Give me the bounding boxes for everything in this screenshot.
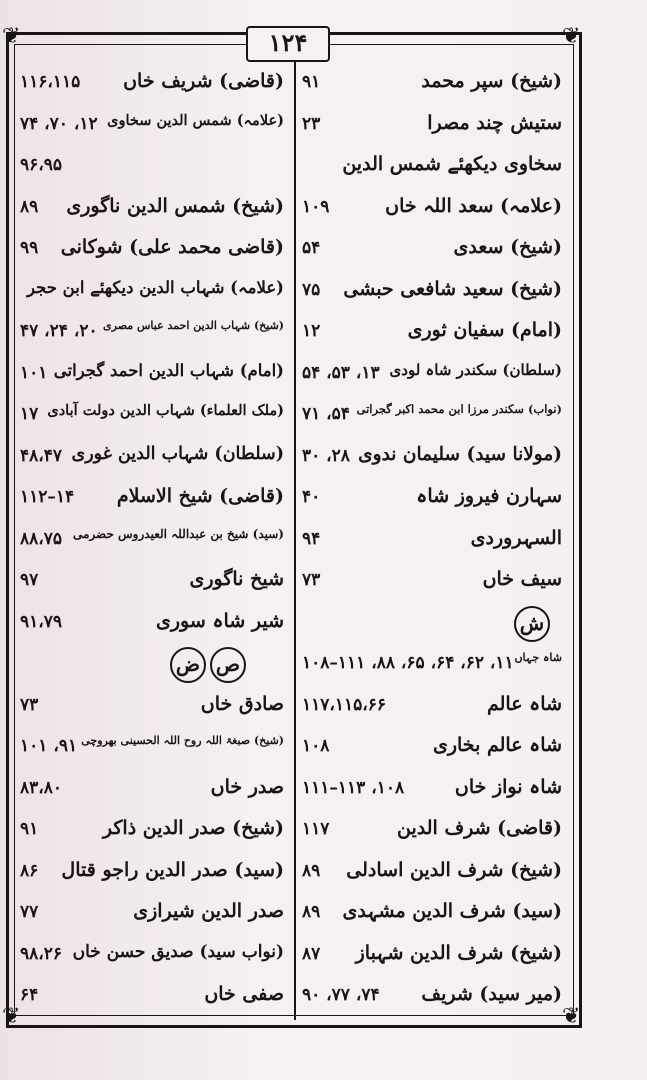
- entry-pages: ۹۱، ۱۰۱: [20, 736, 78, 756]
- entry-name: (میر سید) شریف: [421, 983, 562, 1005]
- index-entry: [300, 147, 568, 187]
- entry-name: (علامہ) سعد اللہ خاں: [385, 194, 562, 217]
- entry-pages: ۹۹: [20, 238, 39, 258]
- entry-pages: ۷۷: [20, 902, 39, 922]
- entry-name: (شیخ) صبغۃ اللہ روح اللہ الحسینی بھروچی: [81, 734, 284, 747]
- entry-name: شاہ عالم بخاری: [432, 734, 562, 756]
- entry-name: سہارن فیروز شاہ: [416, 485, 562, 507]
- entry-name: شاہ نواز خاں: [454, 775, 562, 798]
- index-entry: [300, 811, 568, 851]
- entry-pages: ۲۸، ۳۰: [302, 445, 350, 466]
- page-number: ۱۲۴: [246, 26, 330, 62]
- index-entry: [300, 853, 568, 893]
- entry-pages: ۹۴: [302, 528, 321, 549]
- index-entry: [300, 230, 568, 270]
- entry-name: صفی خاں: [204, 983, 284, 1005]
- entry-name: (سلطان) شہاب الدین غوری: [71, 443, 284, 464]
- column-divider: [294, 60, 296, 1020]
- entry-name: ستیش چند مصرا: [427, 111, 562, 134]
- index-entry: [300, 977, 568, 1017]
- entry-pages: ۱۰۸، ۱۱۳–۱۱۱: [302, 777, 405, 798]
- section-letter: ص: [210, 647, 246, 683]
- entry-pages: ۱۳، ۵۳، ۵۴: [302, 362, 380, 383]
- entry-name: (سید) شیخ بن عبداللہ العیدروس حضرمی: [72, 526, 284, 541]
- index-entry: [18, 272, 290, 312]
- entry-pages: ۴۰: [302, 487, 321, 507]
- index-entry: [18, 521, 290, 561]
- entry-name: (امام) سفیان ثوری: [407, 319, 562, 341]
- entry-name: (علامہ) شمس الدین سخاوی: [107, 111, 284, 129]
- entry-pages: ۸۸،۷۵: [20, 528, 63, 549]
- entry-pages: ۷۵: [302, 279, 321, 300]
- index-entry: [18, 313, 290, 353]
- entry-pages: ۸۷: [302, 943, 321, 964]
- index-entry: [300, 64, 568, 104]
- corner-ornament-icon: ❦: [2, 1004, 21, 1029]
- index-entry: [18, 189, 290, 229]
- index-entry: [18, 396, 290, 436]
- entry-name: (قاضی محمد علی) شوکانی: [60, 236, 284, 258]
- index-entry: [300, 894, 568, 934]
- entry-pages: ۷۳: [302, 570, 321, 590]
- index-entry: [300, 189, 568, 229]
- index-entry: [300, 396, 568, 436]
- entry-pages: ۱۴–۱۱۲: [20, 487, 75, 507]
- entry-pages: ۲۰، ۲۴، ۴۷: [20, 321, 98, 341]
- corner-ornament-icon: ❦: [2, 24, 21, 49]
- index-entry: [300, 728, 568, 768]
- entry-pages: ۱۷: [20, 404, 39, 424]
- entry-pages: ۲۳: [302, 113, 321, 134]
- right-column: [300, 64, 568, 1024]
- index-entry: [18, 230, 290, 270]
- entry-name: شاہ جہاں: [514, 651, 562, 664]
- index-entry: [18, 645, 290, 685]
- entry-pages: ۹۸،۲۶: [20, 943, 63, 964]
- section-letter: ش: [514, 606, 550, 642]
- left-column: [18, 64, 290, 1024]
- index-entry: [18, 811, 290, 851]
- entry-pages: ۹۶،۹۵: [20, 155, 63, 175]
- entry-name: (سید) شرف الدین مشہدی: [342, 900, 562, 922]
- index-entry: [300, 936, 568, 976]
- index-entry: [18, 106, 290, 146]
- entry-pages: ۱۰۹: [302, 196, 330, 217]
- entry-name: (شیخ) سعدی: [453, 236, 562, 258]
- index-entry: [18, 894, 290, 934]
- entry-name: (سید) صدر الدین راجو قتال: [61, 858, 284, 881]
- entry-name: شیر شاہ سوری: [156, 609, 284, 632]
- index-entry: [300, 106, 568, 146]
- entry-pages: ۸۹: [20, 196, 39, 217]
- entry-name: (امام) شہاب الدین احمد گجراتی: [53, 360, 284, 380]
- entry-name: صادق خاں: [200, 692, 284, 715]
- entry-name: (علامہ) شہاب الدین دیکھئے ابن حجر: [26, 277, 284, 297]
- index-entry: [300, 355, 568, 395]
- index-entry: [300, 770, 568, 810]
- entry-pages: ۵۴، ۷۱: [302, 404, 350, 424]
- entry-pages: ۹۱،۷۹: [20, 611, 63, 632]
- index-entry: [18, 728, 290, 768]
- entry-pages: ۱۰۱: [20, 362, 48, 383]
- entry-pages: ۹۷: [20, 570, 39, 590]
- index-entry: [18, 604, 290, 644]
- entry-pages: ۱۰۸: [302, 736, 330, 756]
- index-entry: [18, 64, 290, 104]
- index-entry: [300, 562, 568, 602]
- index-entry: [18, 977, 290, 1017]
- entry-name: (شیخ) شرف الدین اسادلی: [346, 858, 562, 881]
- index-entry: [300, 272, 568, 312]
- entry-name: (قاضی) شرف الدین: [397, 817, 562, 839]
- entry-pages: ۷۴، ۷۷، ۹۰: [302, 985, 380, 1005]
- corner-ornament-icon: ❦: [562, 24, 581, 49]
- entry-pages: ۹۱: [302, 72, 321, 92]
- entry-pages: ۷۳: [20, 694, 39, 715]
- entry-name: (قاضی) شریف خاں: [123, 70, 284, 92]
- corner-ornament-icon: ❦: [562, 1004, 581, 1029]
- entry-name: (شیخ) شمس الدین ناگوری: [66, 194, 284, 217]
- entry-pages: ۱۱۷،۱۱۵،۶۶: [302, 694, 387, 715]
- entry-pages: ۸۹: [302, 902, 321, 922]
- entry-pages: ۸۳،۸۰: [20, 777, 63, 798]
- entry-name: (شیخ) شہاب الدین احمد عباس مصری: [103, 319, 284, 332]
- index-entry: [18, 936, 290, 976]
- entry-pages: ۱۱۷: [302, 819, 330, 839]
- entry-pages: ۸۹: [302, 860, 321, 881]
- entry-name: شیخ ناگوری: [189, 568, 284, 590]
- index-entry: [18, 355, 290, 395]
- entry-name: سخاوی دیکھئے شمس الدین: [342, 153, 562, 175]
- index-entry: [300, 438, 568, 478]
- entry-name: صدر خاں: [210, 775, 284, 798]
- entry-name: (شیخ) صدر الدین ذاکر: [102, 817, 284, 839]
- entry-name: (ملک العلماء) شہاب الدین دولت آبادی: [47, 402, 284, 419]
- index-entry: [18, 687, 290, 727]
- entry-name: (سلطان) سکندر شاہ لودی: [389, 360, 562, 379]
- entry-pages: ۱۲، ۷۰، ۷۴: [20, 113, 98, 134]
- entry-name: (مولانا سید) سلیمان ندوی: [358, 443, 562, 465]
- index-entry: [300, 521, 568, 561]
- entry-name: السہروردی: [470, 526, 562, 549]
- entry-name: شاہ عالم: [486, 692, 562, 715]
- entry-name: (نواب سید) صدیق حسن خاں: [72, 941, 284, 962]
- entry-pages: ۱۱۶،۱۱۵: [20, 72, 81, 92]
- entry-pages: ۸۶: [20, 860, 39, 881]
- entry-pages: ۱۲: [302, 321, 321, 341]
- entry-name: (شیخ) سپر محمد: [421, 70, 562, 92]
- index-entry: [300, 479, 568, 519]
- index-entry: [300, 645, 568, 685]
- entry-pages: ۴۸،۴۷: [20, 445, 63, 466]
- entry-pages: ۹۱: [20, 819, 39, 839]
- entry-pages: ۶۴: [20, 985, 39, 1005]
- index-entry: [300, 687, 568, 727]
- section-letter: ض: [170, 647, 206, 683]
- index-entry: [18, 147, 290, 187]
- entry-name: صدر الدین شیرازی: [133, 900, 284, 922]
- index-entry: [300, 313, 568, 353]
- entry-name: (نواب) سکندر مرزا ابن محمد اکبر گجراتی: [356, 402, 562, 416]
- index-entry: [18, 438, 290, 478]
- entry-name: (قاضی) شیخ الاسلام: [116, 485, 284, 507]
- entry-pages: ۱۱، ۶۲، ۶۴، ۶۵، ۸۸، ۱۱۱–۱۰۸: [302, 653, 514, 673]
- entry-name: (شیخ) شرف الدین شہباز: [355, 941, 562, 964]
- index-entry: [18, 562, 290, 602]
- entry-pages: ۵۴: [302, 238, 321, 258]
- index-entry: [18, 770, 290, 810]
- index-entry: [18, 479, 290, 519]
- entry-name: سیف خاں: [482, 568, 562, 590]
- index-entry: [300, 604, 568, 644]
- entry-name: (شیخ) سعید شافعی حبشی: [343, 277, 562, 300]
- index-entry: [18, 853, 290, 893]
